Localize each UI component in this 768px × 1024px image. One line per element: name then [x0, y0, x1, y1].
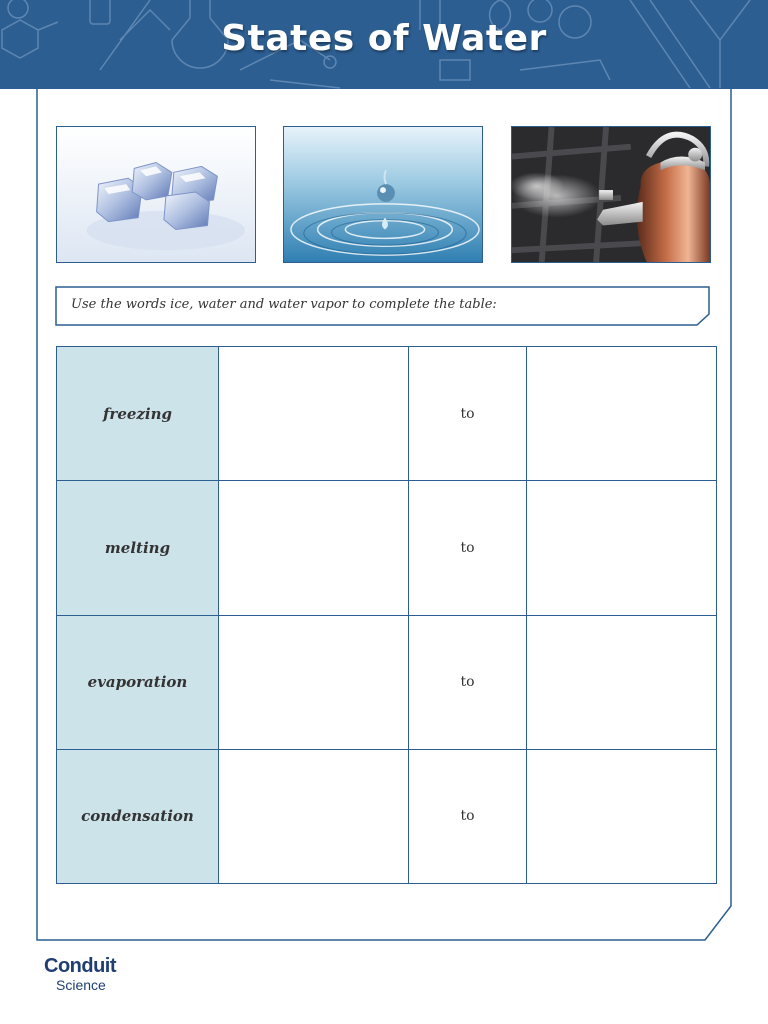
answer-from-cell[interactable]: [219, 615, 409, 749]
answer-to-cell[interactable]: [527, 615, 717, 749]
table-row: [57, 615, 717, 749]
connector-text: to: [409, 749, 527, 883]
connector-text: to: [409, 347, 527, 481]
page-title: States of Water: [221, 18, 547, 59]
answer-to-cell[interactable]: [527, 749, 717, 883]
water-droplet-photo: [283, 126, 483, 263]
table-row: [57, 749, 717, 883]
table-row: [57, 347, 717, 481]
answer-from-cell[interactable]: [219, 481, 409, 615]
answer-from-cell[interactable]: [219, 749, 409, 883]
header-banner: [0, 0, 768, 89]
instruction-box: [55, 286, 710, 326]
table-row: [57, 481, 717, 615]
connector-text: to: [409, 615, 527, 749]
connector-text: to: [409, 481, 527, 615]
answer-to-cell[interactable]: [527, 347, 717, 481]
process-label: melting: [57, 481, 219, 615]
answer-from-cell[interactable]: [219, 347, 409, 481]
conduit-science-logo: [44, 955, 116, 993]
ice-cubes-photo: [56, 126, 256, 263]
process-label: evaporation: [57, 615, 219, 749]
logo-wordmark: Conduit: [44, 955, 117, 977]
answer-to-cell[interactable]: [527, 481, 717, 615]
steaming-kettle-photo: [511, 126, 711, 263]
process-label: freezing: [57, 347, 219, 481]
logo-subtitle: Science: [56, 977, 106, 993]
process-label: condensation: [57, 749, 219, 883]
instruction-text: Use the words ice, water and water vapor to complete the table:: [71, 297, 497, 312]
states-table: [56, 346, 717, 884]
